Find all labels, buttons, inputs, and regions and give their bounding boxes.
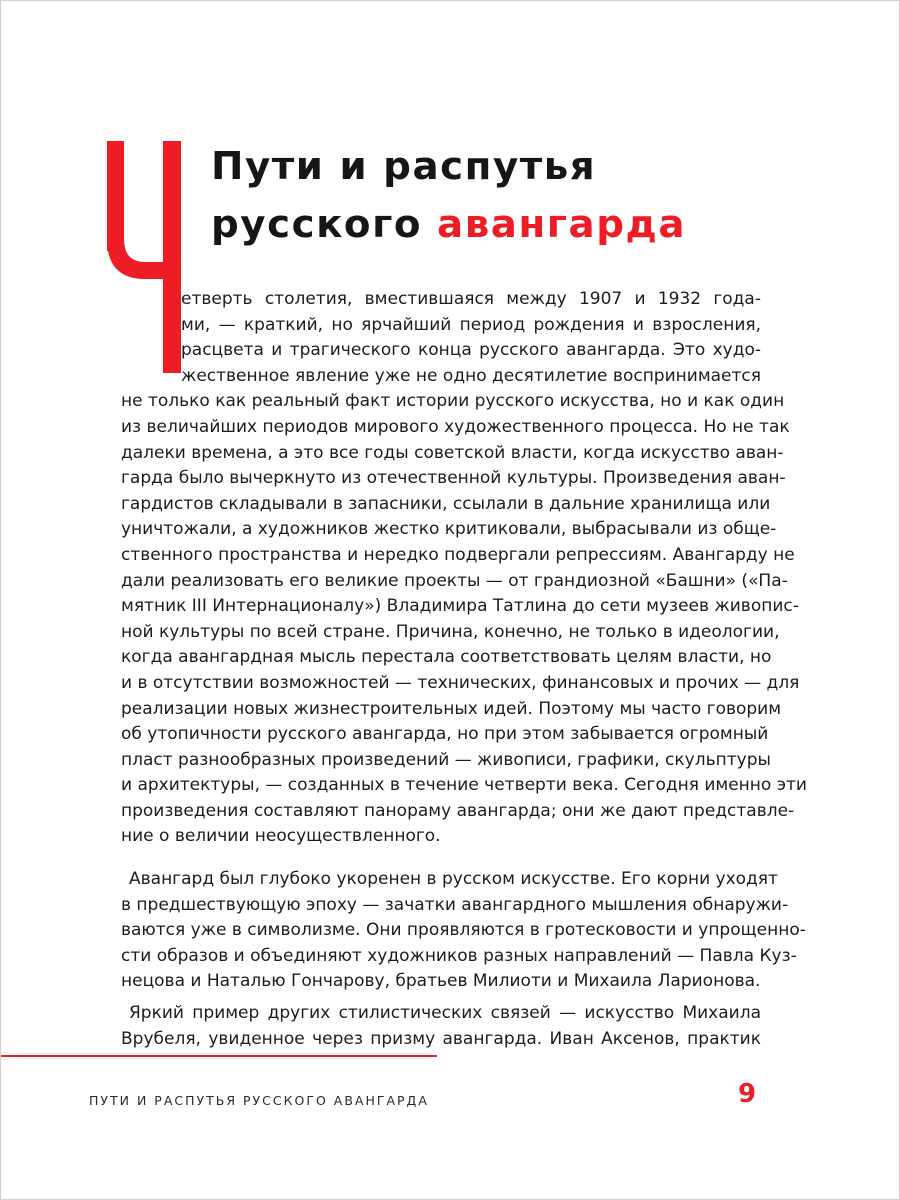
text-line: ственного пространства и нередко подвергали репрессиям. Авангарду не — [121, 544, 795, 565]
title-accent-word: авангарда — [437, 202, 687, 246]
title-line-1: Пути и распутья — [211, 144, 597, 188]
text-line: не только как реальный факт истории русского искусства, но и как один — [121, 391, 785, 412]
drop-cap-stem-left — [107, 141, 124, 251]
text-line: дали реализовать его великие проекты — от грандиозной «Башни» («Па- — [121, 570, 788, 591]
text-line: ной культуры по всей стране. Причина, конечно, не только в идеологии, — [121, 621, 780, 642]
text-line: реализации новых жизнестроительных идей. Поэтому мы часто говорим — [121, 698, 782, 719]
page-title — [211, 137, 686, 253]
paragraph-2 — [121, 867, 806, 995]
text-line: нецова и Наталью Гончарову, братьев Милиоти и Михаила Ларионова. — [121, 971, 761, 992]
footer-rule — [1, 1055, 437, 1057]
text-line: уничтожали, а художников жестко критиковали, выбрасывали из обще- — [121, 519, 777, 540]
title-line-2-prefix: русского — [211, 202, 438, 246]
text-line: гардистов складывали в запасники, ссылали в дальние хранилища или — [121, 493, 771, 514]
text-line: мятник III Интернационалу») Владимира Татлина до сети музеев живопис- — [121, 596, 799, 617]
text-line: когда авангардная мысль перестала соответствовать целям власти, но — [121, 647, 772, 668]
text-line: Авангард был глубоко укоренен в русском искусстве. Его корни уходят — [129, 869, 778, 890]
page-number: 9 — [738, 1079, 757, 1109]
text-line: в предшествующую эпоху — зачатки авангардного мышления обнаружи- — [121, 894, 789, 915]
paragraph-1 — [121, 287, 807, 850]
text-line: ние о величии неосуществленного. — [121, 826, 441, 847]
text-line: етверть столетия, вместившаяся между 1907 и 1932 года- — [181, 289, 761, 309]
text-line: гарда было вычеркнуто из отечественной культуры. Произведения аван- — [121, 468, 786, 489]
text-line: Яркий пример других стилистических связей — искусство Михаила — [129, 1003, 761, 1024]
text-line: произведения составляют панораму авангарда; они же дают представле- — [121, 800, 795, 821]
text-line: об утопичности русского авангарда, но при этом забывается огромный — [121, 724, 769, 745]
text-line: сти образов и объединяют художников разных направлений — Павла Куз- — [121, 945, 797, 966]
text-line: из величайших периодов мирового художественного процесса. Но не так — [121, 416, 790, 437]
drop-cap-bowl — [107, 239, 167, 279]
text-line: Врубеля, увиденное через призму авангарда. Иван Аксенов, практик — [121, 1028, 761, 1049]
paragraph-3 — [121, 1001, 761, 1052]
text-line: пласт разнообразных произведений — живописи, графики, скульптуры — [121, 749, 771, 770]
text-line: расцвета и трагического конца русского авангарда. Это худо- — [181, 340, 761, 361]
article-body — [121, 287, 807, 1069]
running-head: ПУТИ И РАСПУТЬЯ РУССКОГО АВАНГАРДА — [89, 1093, 429, 1108]
text-line: и в отсутствии возможностей — технических, финансовых и прочих — для — [121, 672, 800, 693]
text-line: далеки времена, а это все годы советской власти, когда искусство аван- — [121, 442, 784, 463]
text-line: ваются уже в символизме. Они проявляются в гротесковости и упрощенно- — [121, 920, 806, 941]
text-line: и архитектуры, — созданных в течение четверти века. Сегодня именно эти — [121, 775, 807, 796]
text-line: ми, — краткий, но ярчайший период рождения и взросления, — [181, 314, 761, 335]
text-line: жественное явление уже не одно десятилетие воспринимается — [181, 365, 761, 386]
